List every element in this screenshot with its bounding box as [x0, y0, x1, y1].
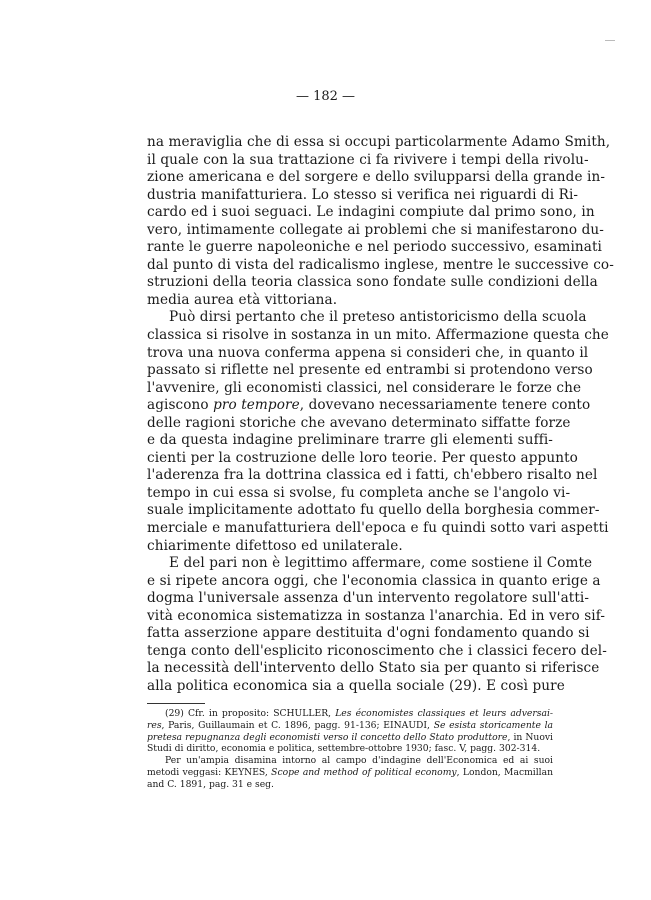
text-line: cienti per la costruzione delle loro teorie. Per questo appunto — [147, 449, 578, 466]
text-line: fatta asserzione appare destituita d'ogni fondamento quando si — [147, 625, 590, 642]
text-line: agiscono pro tempore, dovevano necessariamente tenere conto — [147, 397, 591, 414]
text-line: na meraviglia che di essa si occupi particolarmente Adamo Smith, — [147, 134, 611, 150]
text-line: cardo ed i suoi seguaci. Le indagini compiute dal primo sono, in — [147, 204, 595, 221]
footnotes — [147, 708, 553, 791]
text-line: dal punto di vista del radicalismo inglese, mentre le successive co- — [147, 256, 614, 273]
footnote-line: and C. 1891, pag. 31 e seg. — [147, 778, 274, 790]
text-line: e si ripete ancora oggi, che l'economia classica in quanto erige a — [147, 572, 601, 589]
text-line: l'aderenza fra la dottrina classica ed i fatti, ch'ebbero risalto nel — [147, 467, 598, 484]
text-line: chiarimente difettoso ed unilaterale. — [147, 537, 403, 554]
text-line: vità economica sistematizza in sostanza l'anarchia. Ed in vero sif- — [147, 607, 606, 624]
footnote-line: Studi di diritto, economia e politica, settembre-ottobre 1930; fasc. V, pagg. 302-314. — [147, 743, 541, 755]
text-line: trova una nuova conferma appena si consideri che, in quanto il — [147, 344, 589, 361]
footnote-line: pretesa repugnanza degli economisti verso il concetto dello Stato produttore, in Nuovi — [147, 731, 553, 743]
footnote-divider — [147, 703, 205, 704]
text-line: Può dirsi pertanto che il preteso antistoricismo della scuola — [169, 309, 587, 326]
text-line: zione americana e del sorgere e dello svilupparsi della grande in- — [147, 169, 606, 186]
scan-edge-mark — [605, 40, 615, 41]
footnote-line: metodi veggasi: KEYNES, Scope and method of political economy, London, Macmillan — [147, 766, 554, 778]
text-line: suale implicitamente adottato fu quello della borghesia commer- — [147, 502, 600, 519]
text-line: delle ragioni storiche che avevano determinato siffatte forze — [147, 414, 571, 431]
text-line: la necessità dell'intervento dello Stato sia per quanto si riferisce — [147, 660, 600, 677]
page-number: — 182 — — [295, 89, 356, 104]
footnote-line: Per un'ampia disamina intorno al campo d'indagine dell'Economica ed ai suoi — [165, 755, 553, 767]
text-line: dogma l'universale assenza d'un intervento regolatore sull'atti- — [147, 590, 590, 607]
text-line: E del pari non è legittimo affermare, come sostiene il Comte — [169, 555, 593, 572]
footnote-line: (29) Cfr. in proposito: SCHULLER, Les économistes classiques et leurs adversai- — [165, 708, 553, 719]
text-line: media aurea età vittoriana. — [147, 291, 338, 308]
footnote-line: res, Paris, Guillaumain et C. 1896, pagg. 91-136; EINAUDI, Se esista storicamente la — [147, 719, 553, 731]
text-line: rante le guerre napoleoniche e nel periodo successivo, esaminati — [147, 239, 602, 256]
text-line: tempo in cui essa si svolse, fu completa anche se l'angolo vi- — [147, 484, 571, 501]
text-line: il quale con la sua trattazione ci fa rivivere i tempi della rivolu- — [147, 151, 589, 168]
text-line: l'avvenire, gli economisti classici, nel considerare le forze che — [147, 379, 582, 396]
text-line: vero, intimamente collegate ai problemi che si manifestarono du- — [147, 221, 604, 238]
text-line: classica si risolve in sostanza in un mito. Affermazione questa che — [147, 327, 609, 344]
body-text — [147, 134, 614, 696]
text-line: tenga conto dell'esplicito riconoscimento che i classici fecero del- — [147, 642, 607, 659]
text-line: alla politica economica sia a quella sociale (29). E così pure — [147, 677, 565, 694]
text-line: struzioni della teoria classica sono fondate sulle condizioni della — [147, 274, 598, 291]
text-line: e da questa indagine preliminare trarre gli elementi suffi- — [147, 432, 553, 449]
text-line: dustria manifatturiera. Lo stesso si verifica nei riguardi di Ri- — [147, 186, 579, 203]
text-line: merciale e manufatturiera dell'epoca e fu quindi sotto vari aspetti — [147, 520, 609, 537]
text-line: passato si riflette nel presente ed entrambi si protendono verso — [147, 362, 593, 379]
